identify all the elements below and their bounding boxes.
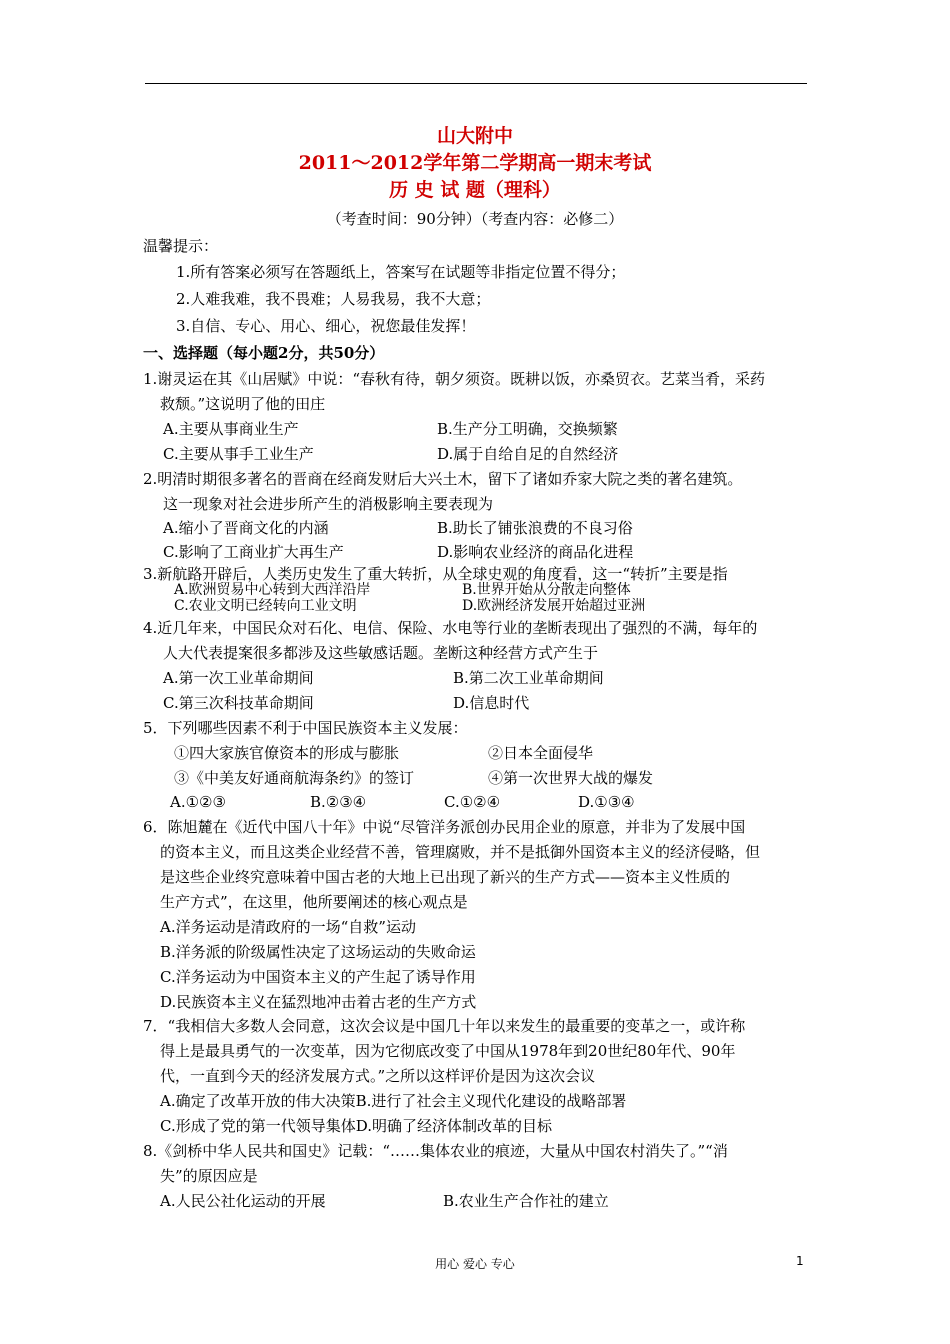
q6-stem-line: 的资本主义，而且这类企业经营不善，管理腐败，并不是抵御外国资本主义的经济侵略，但 xyxy=(160,843,761,861)
q6-option-b: B.洋务派的阶级属性决定了这场运动的失败命运 xyxy=(160,943,476,961)
header-rule xyxy=(145,83,807,84)
q4-option-a: A.第一次工业革命期间 xyxy=(163,669,314,687)
q7-option-ab: A.确定了改革开放的伟大决策B.进行了社会主义现代化建设的战略部署 xyxy=(160,1092,627,1110)
q8-stem-line: 8.《剑桥中华人民共和国史》记载：“……集体农业的痕迹，大量从中国农村消失了。”“消 xyxy=(143,1142,728,1160)
q1-stem-line: 1.谢灵运在其《山居赋》中说：“春秋有待，朝夕须资。既耕以饭，亦桑贸衣。艺菜当肴，采药 xyxy=(143,370,765,388)
tip-3: 3.自信、专心、用心、细心，祝您最佳发挥！ xyxy=(176,317,476,335)
subject-title: 历 史 试 题（理科） xyxy=(389,179,561,201)
tip-2: 2.人难我难，我不畏难；人易我易，我不大意； xyxy=(176,290,491,308)
section-heading: 一、选择题（每小题2分，共50分） xyxy=(143,344,385,362)
q1-option-a: A.主要从事商业生产 xyxy=(163,420,299,438)
q5-item-2: ②日本全面侵华 xyxy=(488,744,594,762)
q6-option-a: A.洋务运动是清政府的一场“自救”运动 xyxy=(160,918,416,936)
q2-stem-line: 这一现象对社会进步所产生的消极影响主要表现为 xyxy=(163,495,494,513)
q6-stem-line: 生产方式”，在这里，他所要阐述的核心观点是 xyxy=(160,893,468,911)
q5-item-1: ①四大家族官僚资本的形成与膨胀 xyxy=(174,744,400,762)
q2-option-b: B.助长了铺张浪费的不良习俗 xyxy=(437,519,633,537)
tip-1: 1.所有答案必须写在答题纸上，答案写在试题等非指定位置不得分； xyxy=(176,263,626,281)
q3-option-d: D.欧洲经济发展开始超过亚洲 xyxy=(462,598,646,614)
q4-option-c: C.第三次科技革命期间 xyxy=(163,694,314,712)
q3-option-a: A.欧洲贸易中心转到大西洋沿岸 xyxy=(174,582,371,598)
q4-stem-line: 人大代表提案很多都涉及这些敏感话题。垄断这种经营方式产生于 xyxy=(163,644,599,662)
q6-stem-line: 是这些企业终究意味着中国古老的大地上已出现了新兴的生产方式——资本主义性质的 xyxy=(160,868,731,886)
q2-option-d: D.影响农业经济的商品化进程 xyxy=(437,543,634,561)
q7-stem-line: 代，一直到今天的经济发展方式。”之所以这样评价是因为这次会议 xyxy=(160,1067,596,1085)
q5-option-a: A.①②③ xyxy=(170,793,226,811)
q1-stem-line: 救颓。”这说明了他的田庄 xyxy=(160,395,326,413)
q2-option-c: C.影响了工商业扩大再生产 xyxy=(163,543,344,561)
q8-option-b: B.农业生产合作社的建立 xyxy=(443,1192,609,1210)
q5-option-d: D.①③④ xyxy=(578,793,635,811)
q3-stem-line: 3.新航路开辟后，人类历史发生了重大转折，从全球史观的角度看，这一“转折”主要是指 xyxy=(143,565,728,583)
q4-stem-line: 4.近几年来，中国民众对石化、电信、保险、水电等行业的垄断表现出了强烈的不满，每年的 xyxy=(143,619,758,637)
q1-option-b: B.生产分工明确，交换频繁 xyxy=(437,420,618,438)
q7-option-cd: C.形成了党的第一代领导集体D.明确了经济体制改革的目标 xyxy=(160,1117,552,1135)
q7-stem-line: 得上是最具勇气的一次变革，因为它彻底改变了中国从1978年到20世纪80年代、90年 xyxy=(160,1042,736,1060)
q2-option-a: A.缩小了晋商文化的内涵 xyxy=(163,519,329,537)
q2-stem-line: 2.明清时期很多著名的晋商在经商发财后大兴土木，留下了诸如乔家大院之类的著名建筑。 xyxy=(143,470,743,488)
q5-stem-line: 5．下列哪些因素不利于中国民族资本主义发展： xyxy=(143,719,468,737)
q5-option-b: B.②③④ xyxy=(310,793,367,811)
q5-item-3: ③《中美友好通商航海条约》的签订 xyxy=(174,769,415,787)
school-title: 山大附中 xyxy=(436,125,513,147)
page-number: 1 xyxy=(796,1254,804,1268)
q6-stem-line: 6．陈旭麓在《近代中国八十年》中说“尽管洋务派创办民用企业的原意，并非为了发展中国 xyxy=(143,818,746,836)
q3-option-c: C.农业文明已经转向工业文明 xyxy=(174,598,357,614)
q5-item-4: ④第一次世界大战的爆发 xyxy=(488,769,654,787)
exam-info: （考查时间：90分钟）（考查内容：必修二） xyxy=(326,210,624,228)
tips-heading: 温馨提示： xyxy=(143,237,219,255)
exam-title: 2011～2012学年第二学期高一期末考试 xyxy=(298,152,652,174)
q8-option-a: A.人民公社化运动的开展 xyxy=(160,1192,326,1210)
q7-stem-line: 7．“我相信大多数人会同意，这次会议是中国几十年以来发生的最重要的变革之一，或许称 xyxy=(143,1017,746,1035)
q3-option-b: B.世界开始从分散走向整体 xyxy=(462,582,631,598)
q1-option-c: C.主要从事手工业生产 xyxy=(163,445,314,463)
q8-stem-line: 失”的原因应是 xyxy=(160,1167,258,1185)
q4-option-b: B.第二次工业革命期间 xyxy=(453,669,604,687)
page-footer: 用心 爱心 专心 xyxy=(435,1257,515,1271)
q6-option-c: C.洋务运动为中国资本主义的产生起了诱导作用 xyxy=(160,968,476,986)
q1-option-d: D.属于自给自足的自然经济 xyxy=(437,445,619,463)
q6-option-d: D.民族资本主义在猛烈地冲击着古老的生产方式 xyxy=(160,993,477,1011)
q4-option-d: D.信息时代 xyxy=(453,694,530,712)
q5-option-c: C.①②④ xyxy=(444,793,501,811)
